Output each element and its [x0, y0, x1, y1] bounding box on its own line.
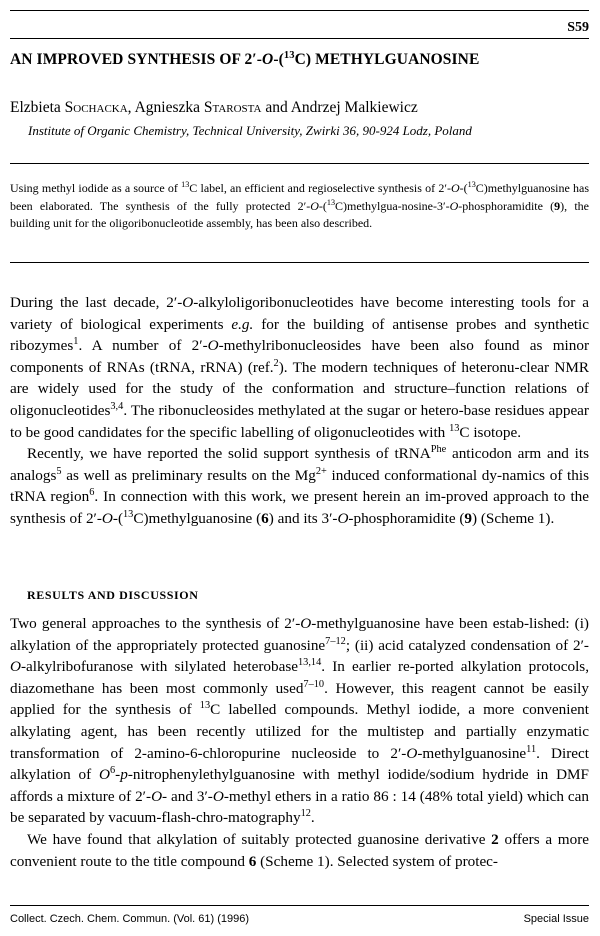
header-rule — [10, 38, 589, 39]
authors: Elzbieta Sochacka, Agnieszka Starosta and Andrzej Malkiewicz — [10, 99, 418, 116]
abstract-bottom-rule — [10, 262, 589, 263]
paper-title: AN IMPROVED SYNTHESIS OF 2′-O-($^{13}$C) METHYLGUANOSINE — [10, 49, 480, 68]
paragraph-intro-2: Recently, we have reported the solid support synthesis of tRNA$^{Phe}$ anticodon arm and its analogs$^5$ as well as preliminary results on the $Mg^{2+}$ induced conformational dy-namics of this tRNA region$^6$. In connection with this work, we present herein an im-proved approach to the synthesis of 2′-O-($^{13}$C)methylguanosine (6) and its 3′-O-phosphoramidite (9) (Scheme 1). — [10, 444, 590, 527]
paragraph-intro-1: During the last decade, 2′-O-alkyloligoribonucleotides have become interesting tools for a variety of biological experiments e.g. for the building of antisense probes and synthetic ribozymes$^1$. A number of 2′-O-methylribonucleosides have been also found as minor components of RNAs (tRNA, rRNA) (ref.$^2$). The modern techniques of heteronu-clear NMR are widely used for the study of the conformation and structure–function relations of oligonucleotides$^{3,4}$. The ribonucleosides methylated at the sugar or hetero-base residues appear to be good candidates for the specific labelling of oligonucleotides with $^{13}$C isotope. — [10, 294, 590, 441]
abstract-top-rule — [10, 163, 589, 164]
paragraph-results-2: We have found that alkylation of suitably protected guanosine derivative 2 offers a more convenient route to the title compound 6 (Scheme 1). Selected system of protec- — [10, 830, 590, 870]
abstract: Using methyl iodide as a source of $^{13}$C label, an efficient and regioselective synthesis of 2′-O-($^{13}$C)methylguanosine has been elaborated. The synthesis of the fully protected 2′-O-($^{13}$C)methylgua-nosine-3′-O-phosphoramidite (9), the building unit for the oligoribonucleotide assembly, has been also described. — [10, 180, 589, 231]
issue-label: Special Issue — [523, 913, 589, 925]
footer-rule — [10, 905, 589, 906]
section-heading: RESULTS AND DISCUSSION — [27, 588, 199, 602]
top-rule — [10, 10, 589, 11]
results-text — [10, 613, 589, 872]
affiliation: Institute of Organic Chemistry, Technical University, Zwirki 36, 90-924 Lodz, Poland — [28, 123, 472, 138]
paragraph-results-1: Two general approaches to the synthesis of 2′-O-methylguanosine have been estab-lished: (i) alkylation of the appropriately protected guanosine$^{7-12}$; (ii) acid catalyzed condensation of 2′-O-alkylribofuranose with silylated heterobase$^{13,14}$. In earlier re-ported alkylation protocols, diazomethane has been most commonly used$^{7-10}$. However, this reagent cannot be easily applied for the synthesis of $^{13}$C labelled compounds. Methyl iodide, a more convenient alkylating agent, has been recently utilized for the multistep and partially enzymatic transformation of 2-amino-6-chloropurine nucleoside to 2′-O-methylguanosine$^{11}$. Direct alkylation of $O^6-p$-nitrophenylethylguanosine with methyl iodide/sodium hydride in DMF affords a mixture of 2′-O- and 3′-O-methyl ethers in a ratio 86 : 14 (48% total yield) which can be separated by vacuum-flash-chro-matography$^{12}$. — [10, 615, 589, 827]
page-number: S59 — [567, 20, 589, 35]
journal-citation: Collect. Czech. Chem. Commun. (Vol. 61) (1996) — [10, 913, 250, 925]
introduction-text — [10, 292, 589, 530]
